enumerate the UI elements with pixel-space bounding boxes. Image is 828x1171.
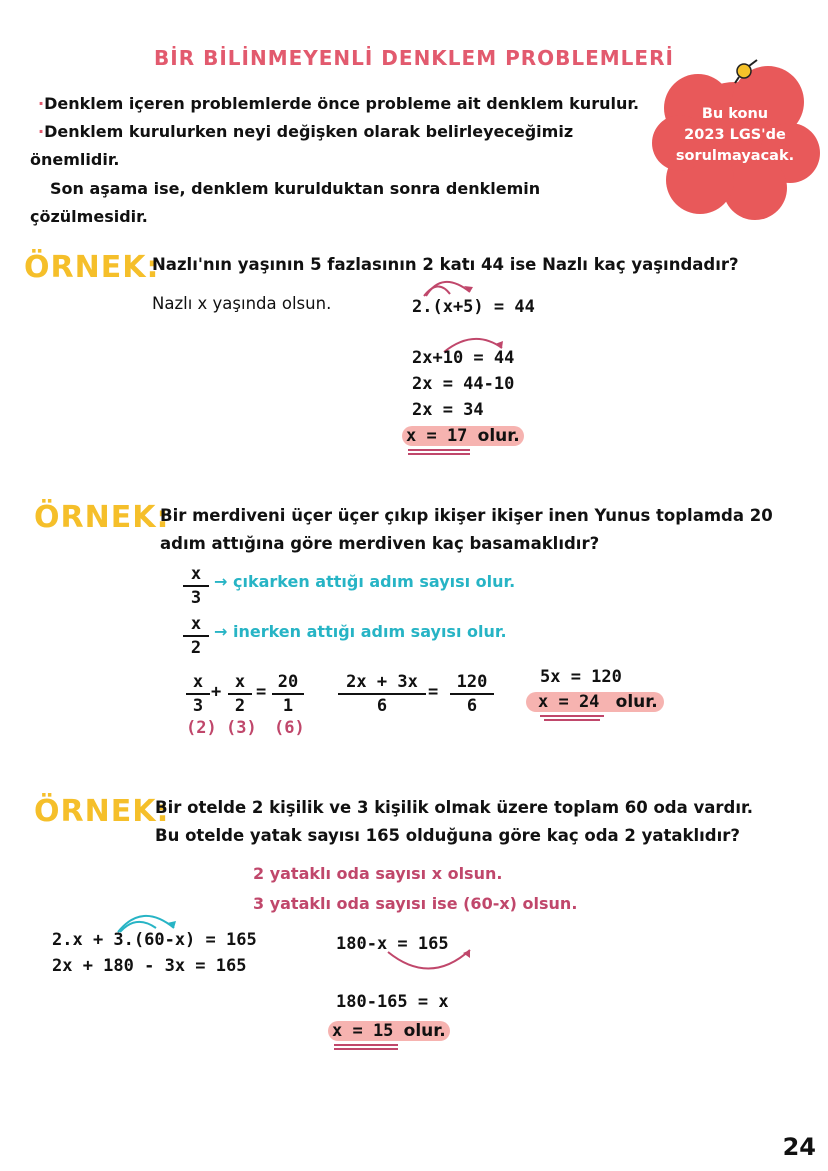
example-2-equation-final: 5x = 120: [540, 667, 622, 687]
intro-bullet-1: [38, 90, 639, 118]
fraction-numerator: x: [228, 671, 252, 695]
intro-bullet-2-cont: önemlidir.: [30, 150, 120, 169]
intro-bullet-2: [38, 118, 573, 146]
fraction-x-over-3: [183, 563, 209, 609]
result-underline: [408, 453, 470, 455]
fraction-x-over-2: [228, 671, 252, 717]
result-underline: [408, 449, 470, 451]
example-1-result-eq: x = 17: [406, 426, 468, 446]
result-underline: [544, 719, 600, 721]
plus-sign: +: [211, 682, 222, 702]
example-2-result: [526, 692, 664, 712]
example-1-equation-1: 2.(x+5) = 44: [412, 297, 535, 317]
pin-icon: [730, 58, 762, 88]
example-2-result-word: olur.: [615, 692, 658, 712]
equals-sign: =: [256, 682, 267, 702]
example-3-question-line-2: Bu otelde yatak sayısı 165 olduğuna göre kaç oda 2 yataklıdır?: [155, 826, 740, 845]
fraction-20-over-1: [272, 671, 304, 717]
example-3-equation-2: 2x + 180 - 3x = 165: [52, 956, 247, 976]
distribute-arrow-icon: [420, 274, 490, 298]
fraction-denominator: 2: [190, 638, 202, 658]
example-2-note-2: → inerken attığı adım sayısı olur.: [214, 622, 507, 641]
page-number: 24: [782, 1133, 816, 1161]
multiplier-6: (6): [274, 718, 305, 738]
result-underline: [334, 1048, 398, 1050]
example-3-result-eq: x = 15: [332, 1021, 394, 1041]
fraction-numerator: x: [186, 671, 210, 695]
fraction-denominator: 6: [466, 696, 478, 716]
example-2-question-line-2: adım attığına göre merdiven kaç basamaklıdır?: [160, 534, 600, 553]
example-3-assumption-1: 2 yataklı oda sayısı x olsun.: [253, 864, 503, 883]
example-2-result-eq: x = 24: [538, 692, 600, 712]
fraction-denominator: 1: [282, 696, 294, 716]
example-1-label: ÖRNEK:: [24, 250, 160, 285]
example-2-label: ÖRNEK:: [34, 500, 170, 535]
fraction-numerator: 120: [450, 671, 494, 695]
equals-sign: =: [428, 682, 439, 702]
bullet-dot: ·: [38, 94, 45, 113]
example-3-result: [328, 1021, 450, 1041]
fraction-numerator: x: [183, 563, 209, 587]
example-3-equation-4: 180-165 = x: [336, 992, 449, 1012]
fraction-numerator: 20: [272, 671, 304, 695]
move-arrow-icon: [384, 946, 476, 972]
example-3-question-line-1: Bir otelde 2 kişilik ve 3 kişilik olmak üzere toplam 60 oda vardır.: [155, 798, 754, 817]
info-badge-text: [652, 104, 818, 167]
intro-paragraph-cont: çözülmesidir.: [30, 207, 148, 226]
result-underline: [334, 1044, 398, 1046]
intro-bullet-1-text: Denklem içeren problemlerde önce probleme ait denklem kurulur.: [44, 94, 640, 113]
fraction-denominator: 6: [376, 696, 388, 716]
example-2-question-line-1: Bir merdiveni üçer üçer çıkıp ikişer ikişer inen Yunus toplamda 20: [160, 506, 773, 525]
example-1-equation-2: 2x+10 = 44: [412, 348, 515, 368]
badge-line-3: sorulmayacak.: [675, 148, 795, 164]
example-1-equation-4: 2x = 34: [412, 400, 484, 420]
example-2-note-1: → çıkarken attığı adım sayısı olur.: [214, 572, 516, 591]
fraction-numerator: 2x + 3x: [338, 671, 426, 695]
fraction-denominator: 2: [234, 696, 246, 716]
intro-bullet-2-text: Denklem kurulurken neyi değişken olarak belirleyeceğimiz: [44, 122, 574, 141]
example-3-equation-1: 2.x + 3.(60-x) = 165: [52, 930, 257, 950]
example-3-result-word: olur.: [403, 1021, 446, 1041]
example-3-equation-3: 180-x = 165: [336, 934, 449, 954]
fraction-numerator: x: [183, 613, 209, 637]
result-underline: [540, 715, 604, 717]
example-3-assumption-2: 3 yataklı oda sayısı ise (60-x) olsun.: [253, 894, 578, 913]
fraction-x-over-3: [186, 671, 210, 717]
badge-line-1: Bu konu: [701, 106, 769, 122]
example-3-label: ÖRNEK:: [34, 794, 170, 829]
example-1-result-word: olur.: [477, 426, 520, 446]
example-1-result: [402, 426, 524, 446]
fraction-combined: [338, 671, 426, 717]
bullet-dot: ·: [38, 122, 45, 141]
badge-line-2: 2023 LGS'de: [684, 127, 786, 143]
multiplier-3: (3): [226, 718, 257, 738]
fraction-denominator: 3: [190, 588, 202, 608]
page-title: BİR BİLİNMEYENLİ DENKLEM PROBLEMLERİ: [154, 46, 674, 70]
fraction-120-over-6: [450, 671, 494, 717]
example-1-assumption: Nazlı x yaşında olsun.: [152, 294, 332, 313]
multiplier-2: (2): [186, 718, 217, 738]
example-1-equation-3: 2x = 44-10: [412, 374, 515, 394]
fraction-x-over-2: [183, 613, 209, 659]
example-1-question: Nazlı'nın yaşının 5 fazlasının 2 katı 44 ise Nazlı kaç yaşındadır?: [152, 255, 739, 274]
intro-paragraph: Son aşama ise, denklem kurulduktan sonra denklemin: [50, 179, 541, 198]
fraction-denominator: 3: [192, 696, 204, 716]
